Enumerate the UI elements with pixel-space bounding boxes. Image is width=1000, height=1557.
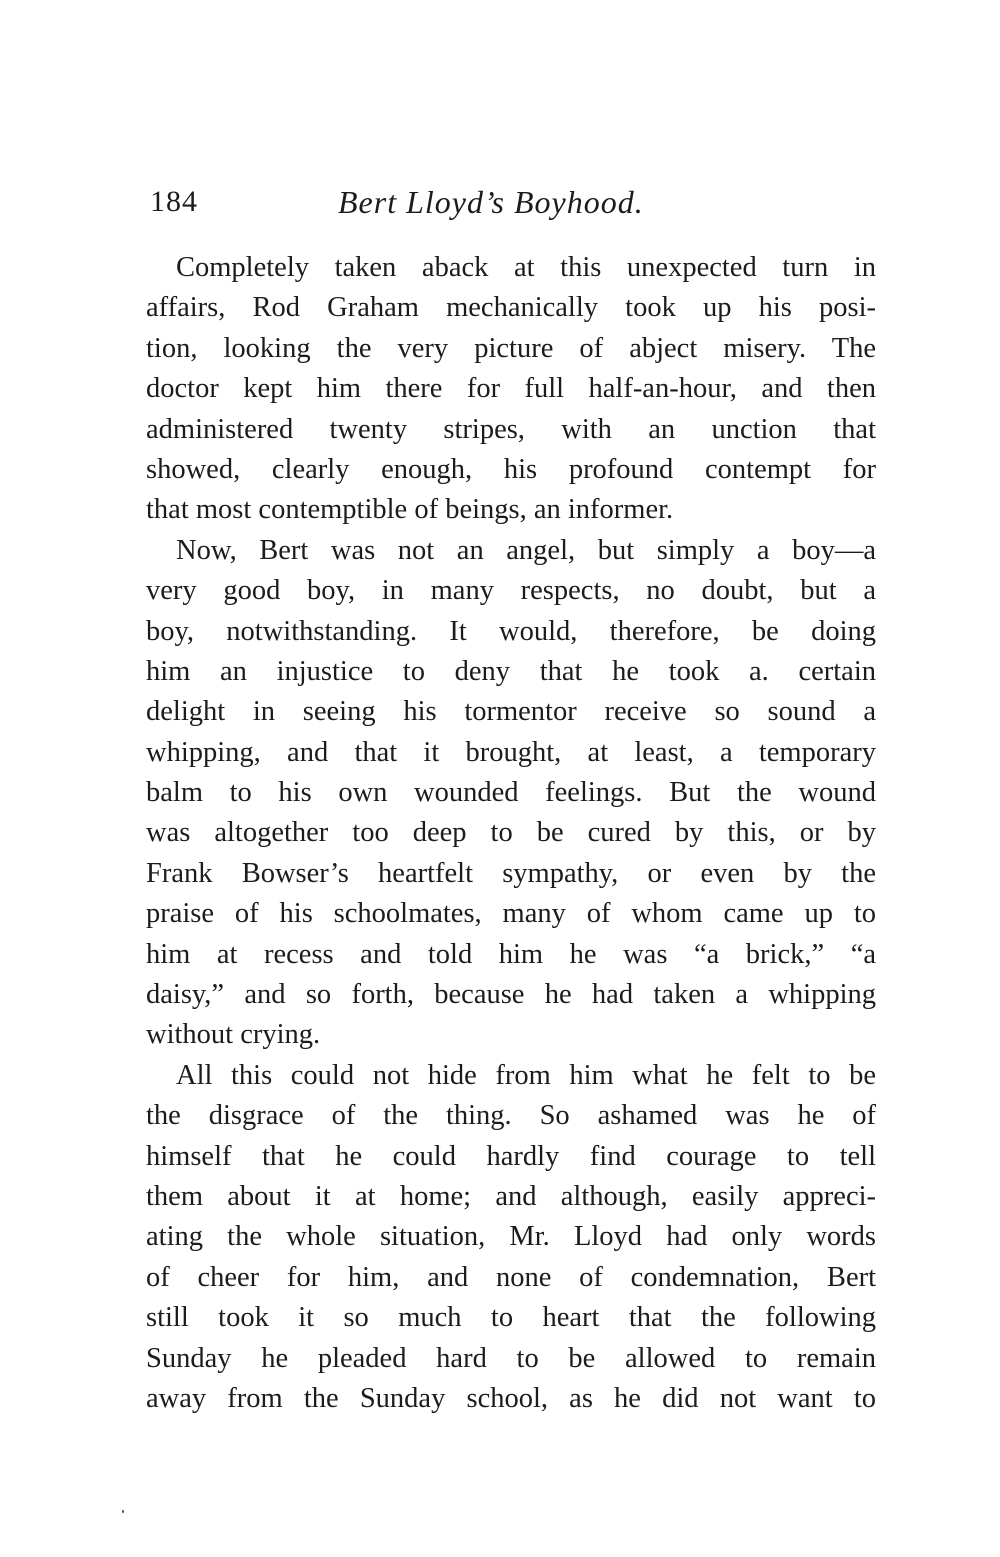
text-line: All this could not hide from him what he felt to be [176, 1059, 876, 1091]
text-line: him at recess and told him he was “a brick,” “a [146, 938, 876, 970]
text-line: Frank Bowser’s heartfelt sympathy, or even by the [146, 857, 876, 889]
page-number: 184 [150, 185, 198, 218]
text-line: whipping, and that it brought, at least, a temporary [146, 736, 876, 768]
text-line: away from the Sunday school, as he did not want to [146, 1382, 876, 1414]
text-line: affairs, Rod Graham mechanically took up his posi- [146, 292, 876, 324]
text-line: delight in seeing his tormentor receive so sound a [146, 696, 876, 728]
text-line: without crying. [146, 1019, 321, 1051]
text-line: administered twenty stripes, with an unction that [146, 413, 876, 445]
text-line: tion, looking the very picture of abject misery. The [146, 332, 876, 364]
text-line: Sunday he pleaded hard to be allowed to remain [146, 1342, 876, 1374]
text-line: showed, clearly enough, his profound contempt for [146, 453, 876, 485]
text-line: Completely taken aback at this unexpected turn in [176, 252, 876, 283]
text-line: very good boy, in many respects, no doubt, but a [146, 575, 876, 607]
text-line: praise of his schoolmates, many of whom came up to [146, 898, 876, 930]
running-title: Bert Lloyd’s Boyhood. [338, 184, 644, 220]
text-line: himself that he could hardly find courage to tell [146, 1140, 876, 1172]
text-line: ating the whole situation, Mr. Lloyd had only words [146, 1221, 876, 1253]
print-speck [122, 1510, 124, 1513]
text-line: still took it so much to heart that the following [146, 1302, 876, 1334]
text-line: him an injustice to deny that he took a. certain [146, 655, 876, 687]
text-line: the disgrace of the thing. So ashamed was he of [146, 1100, 876, 1132]
text-line: doctor kept him there for full half-an-hour, and then [146, 373, 876, 405]
text-line: was altogether too deep to be cured by this, or by [146, 817, 876, 849]
text-line: that most contemptible of beings, an informer. [146, 494, 674, 526]
text-line: of cheer for him, and none of condemnation, Bert [146, 1261, 876, 1293]
text-line: Now, Bert was not an angel, but simply a boy—a [176, 534, 876, 566]
text-line: daisy,” and so forth, because he had taken a whipping [146, 979, 876, 1011]
text-line: them about it at home; and although, easily appreci- [146, 1180, 876, 1212]
text-line: balm to his own wounded feelings. But the wound [146, 777, 876, 809]
body-text [146, 248, 876, 1419]
text-line: boy, notwithstanding. It would, therefore, be doing [146, 615, 876, 647]
running-head [150, 182, 876, 222]
